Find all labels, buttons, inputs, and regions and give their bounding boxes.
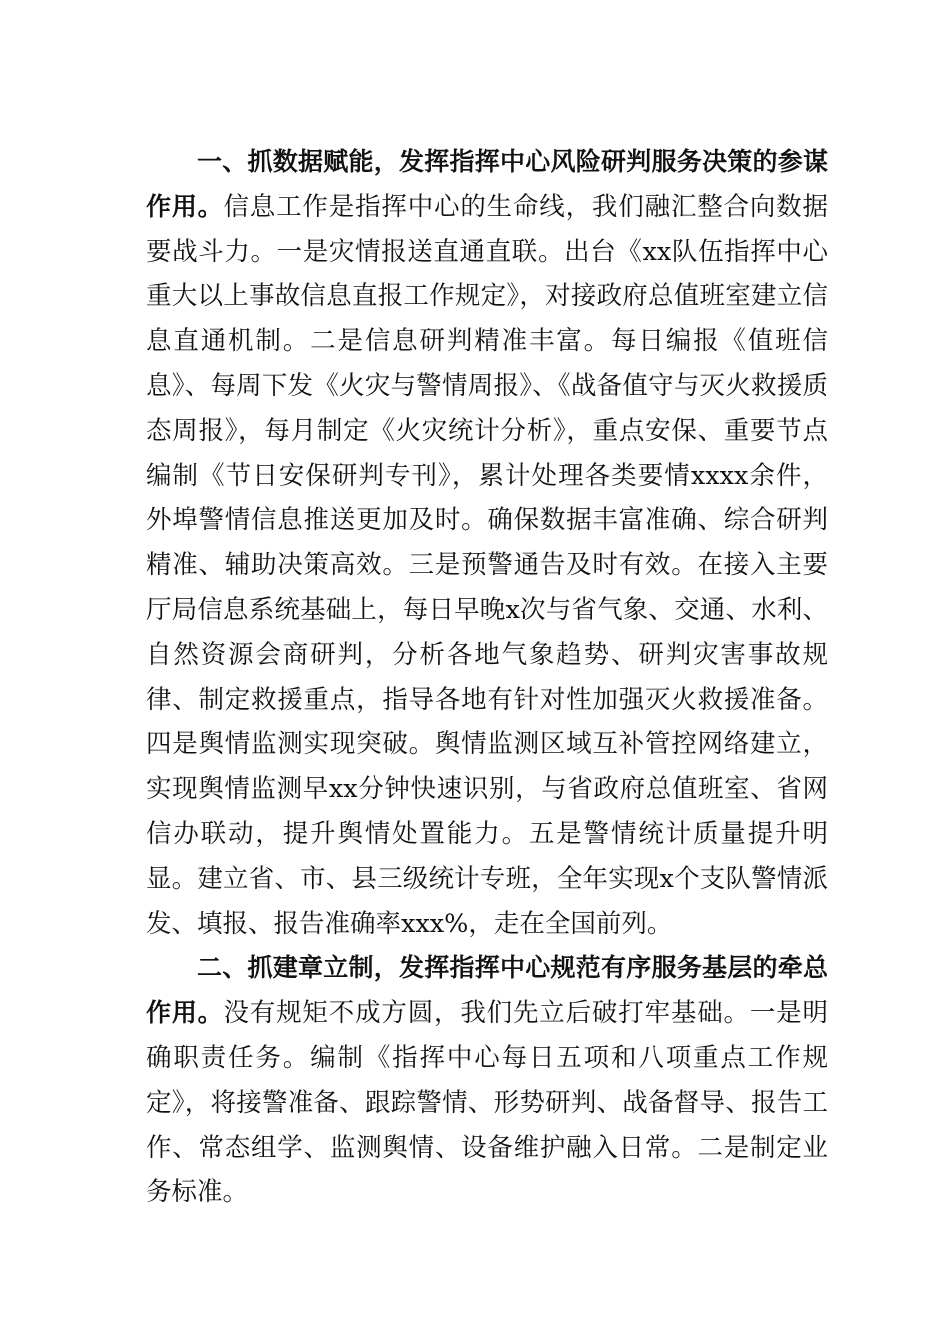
paragraph-1-heading: 一、抓数据赋能，发挥指挥中心风险研判服务决策的参谋作用。 — [146, 147, 828, 221]
paragraph-2-heading: 二、抓建章立制，发挥指挥中心规范有序服务基层的牵总作用。 — [146, 953, 828, 1028]
paragraph-1-body: 信息工作是指挥中心的生命线，我们融汇整合向数据要战斗力。一是灾情报送直通直联。出台《xx队伍指挥中心重大以上事故信息直报工作规定》，对接政府总值班室建立信息直通机制。二是信息研判精准丰富。每日编报《值班信息》、每周下发《火灾与警情周报》、《战备值守与灭火救援质态周报》，每月制定《火灾统计分析》，重点安保、重要节点编制《节日安保研判专刊》，累计处理各类要情xxxx余件，外埠警情信息推送更加及时。确保数据丰富准确、综合研判精准、辅助决策高效。三是预警通告及时有效。在接入主要厅局信息系统基础上，每日早晚x次与省气象、交通、水利、自然资源会商研判，分析各地气象趋势、研判灾害事故规律、制定救援重点，指导各地有针对性加强灭火救援准备。四是舆情监测实现突破。舆情监测区域互补管控网络建立，实现舆情监测早xx分钟快速识别，与省政府总值班室、省网信办联动，提升舆情处置能力。五是警情统计质量提升明显。建立省、市、县三级统计专班，全年实现x个支队警情派发、填报、报告准确率xxx%，走在全国前列。 — [146, 191, 828, 939]
paragraph-1 — [146, 140, 828, 946]
paragraph-2-body: 没有规矩不成方圆，我们先立后破打牢基础。一是明确职责任务。编制《指挥中心每日五项和八项重点工作规定》，将接警准备、跟踪警情、形势研判、战备督导、报告工作、常态组学、监测舆情、设备维护融入日常。二是制定业务标准。 — [146, 998, 828, 1208]
document-body — [146, 140, 828, 1215]
paragraph-2 — [146, 946, 828, 1215]
